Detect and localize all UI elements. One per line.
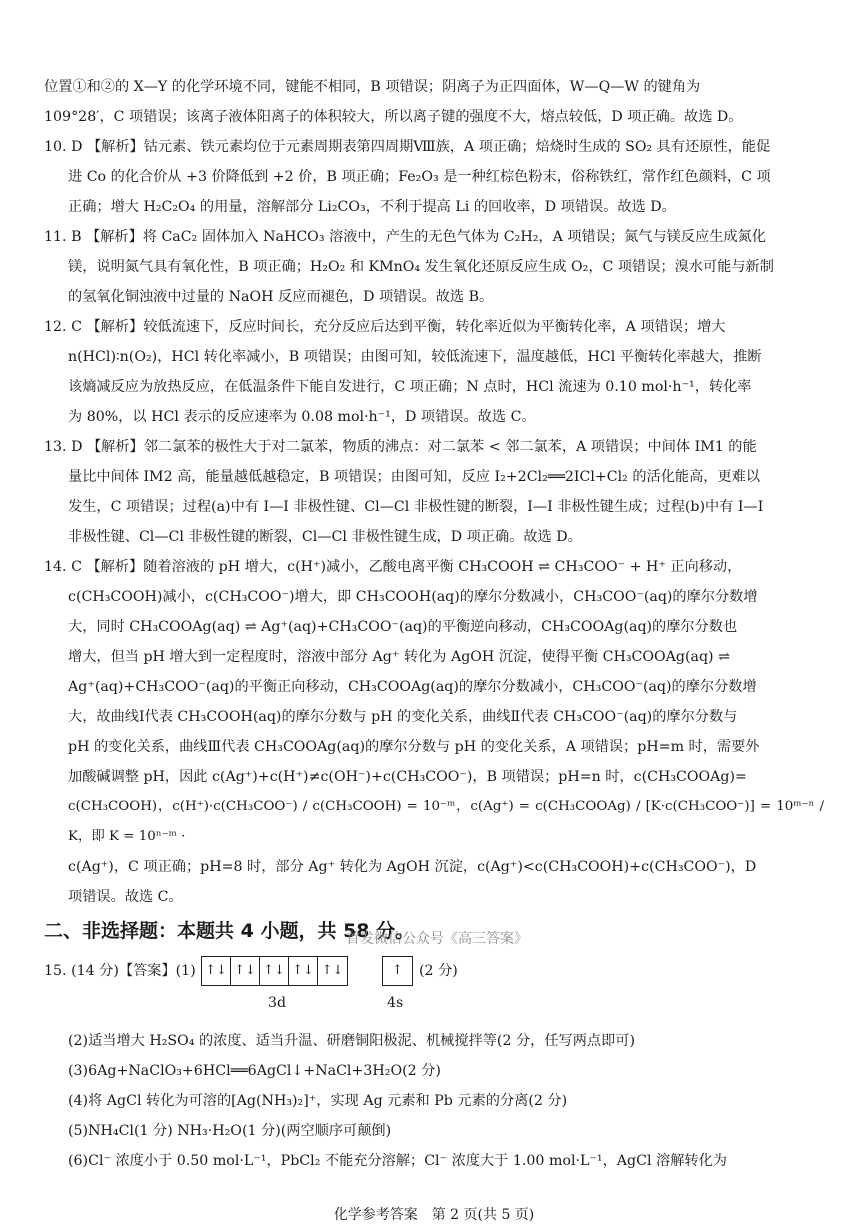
q15-answer-3: (3)6Ag+NaClO₃+6HCl══6AgCl↓+NaCl+3H₂O(2 分) [68,1063,441,1079]
q15-answer-2: (2)适当增大 H₂SO₄ 的浓度、适当升温、研磨铜阳极泥、机械搅拌等(2 分，任写两点即可) [68,1033,636,1049]
q14-line-1: 14. C 【解析】随着溶液的 pH 增大，c(H⁺)减小，乙酸电离平衡 CH₃COOH ⇌ CH₃COO⁻ + H⁺ 正向移动， [44,559,742,575]
q14-line-9: c(CH₃COOH)，c(H⁺)·c(CH₃COO⁻) / c(CH₃COOH) = 10⁻ᵐ，c(Ag⁺) = c(CH₃COOAg) / [K·c(CH₃COO⁻)] = 10ᵐ⁻ⁿ / K，即 K = 10ⁿ⁻ᵐ · [68,799,824,844]
q11-line-1: 11. B 【解析】将 CaC₂ 固体加入 NaHCO₃ 溶液中，产生的无色气体为 C₂H₂，A 项错误；氮气与镁反应生成氮化 [44,229,766,245]
q14-line-3: 大，同时 CH₃COOAg(aq) ⇌ Ag⁺(aq)+CH₃COO⁻(aq)的平衡逆向移动，CH₃COOAg(aq)的摩尔分数也 [68,619,738,635]
orbital-3d-cell: ↑↓ [289,957,318,985]
q15-prefix: 15. (14 分)【答案】(1) [44,963,196,979]
q13-line-1: 13. D 【解析】邻二氯苯的极性大于对二氯苯，物质的沸点：对二氯苯 < 邻二氯苯，A 项错误；中间体 IM1 的能 [44,439,757,455]
q13-line-2: 量比中间体 IM2 高，能量越低越稳定，B 项错误；由图可知，反应 I₂+2Cl₂══2ICl+Cl₂ 的活化能高，更难以 [68,469,761,485]
orbital-4s-cell: ↑ [392,963,403,978]
q15-answer-4: (4)将 AgCl 转化为可溶的[Ag(NH₃)₂]⁺，实现 Ag 元素和 Pb 元素的分离(2 分) [68,1093,568,1109]
q12-line-1: 12. C 【解析】较低流速下，反应时间长，充分反应后达到平衡，转化率近似为平衡转化率，A 项错误；增大 [44,319,726,335]
q14-line-11: 项错误。故选 C。 [68,889,183,905]
q9-line-1: 位置①和②的 X—Y 的化学环境不同，键能不相同，B 项错误；阴离子为正四面体，W—Q—W 的键角为 [44,79,701,95]
q13-line-3: 发生，C 项错误；过程(a)中有 I—I 非极性键、Cl—Cl 非极性键的断裂，I—I 非极性键生成；过程(b)中有 I—I [68,499,764,515]
q15-orbital-answer [44,948,824,1026]
watermark: 首发微信公众号《高三答案》 [346,931,528,947]
q14-line-10: c(Ag⁺)，C 项正确；pH=8 时，部分 Ag⁺ 转化为 AgOH 沉淀，c(Ag⁺)<c(CH₃COOH)+c(CH₃COO⁻)，D [68,859,757,875]
q11-line-3: 的氢氧化铜浊液中过量的 NaOH 反应而褪色，D 项错误。故选 B。 [68,289,494,305]
orbital-3d-cell: ↑↓ [231,957,260,985]
orbital-3d-label: 3d [268,995,287,1011]
orbital-3d-cell: ↑↓ [321,963,344,978]
q14-line-4: 增大，但当 pH 增大到一定程度时，溶液中部分 Ag⁺ 转化为 AgOH 沉淀，使得平衡 CH₃COOAg(aq) ⇌ [68,649,730,665]
q14-line-5: Ag⁺(aq)+CH₃COO⁻(aq)的平衡正向移动，CH₃COOAg(aq)的摩尔分数减小，CH₃COO⁻(aq)的摩尔分数增 [68,679,757,695]
q13-line-4: 非极性键、Cl—Cl 非极性键的断裂，Cl—Cl 非极性键生成，D 项正确。故选 D。 [68,529,582,545]
orbital-3d-box [201,956,348,986]
q14-line-6: 大，故曲线Ⅰ代表 CH₃COOH(aq)的摩尔分数与 pH 的变化关系，曲线Ⅱ代表 CH₃COO⁻(aq)的摩尔分数与 [68,709,738,725]
q15-answer-6: (6)Cl⁻ 浓度小于 0.50 mol·L⁻¹，PbCl₂ 不能充分溶解；Cl⁻ 浓度大于 1.00 mol·L⁻¹，AgCl 溶解转化为 [68,1153,727,1169]
q12-line-4: 为 80%，以 HCl 表示的反应速率为 0.08 mol·h⁻¹，D 项错误。故选 C。 [68,409,536,425]
orbital-3d-cell: ↑↓ [202,957,231,985]
section-2-title: 二、非选择题：本题共 4 小题，共 58 分。 [44,920,415,942]
orbital-4s-box [382,956,413,986]
q12-line-3: 该熵减反应为放热反应，在低温条件下能自发进行，C 项正确；N 点时，HCl 流速为 0.10 mol·h⁻¹，转化率 [68,379,752,395]
q10-line-2: 进 Co 的化合价从 +3 价降低到 +2 价，B 项正确；Fe₂O₃ 是一种红棕色粉末，俗称铁红，常作红色颜料，C 项 [68,169,771,185]
q10-line-3: 正确；增大 H₂C₂O₄ 的用量，溶解部分 Li₂CO₃，不利于提高 Li 的回收率，D 项错误。故选 D。 [68,199,676,215]
q14-line-2: c(CH₃COOH)减小，c(CH₃COO⁻)增大，即 CH₃COOH(aq)的摩尔分数减小，CH₃COO⁻(aq)的摩尔分数增 [68,589,758,605]
page-footer: 化学参考答案 第 2 页(共 5 页) [333,1207,535,1223]
q14-line-7: pH 的变化关系，曲线Ⅲ代表 CH₃COOAg(aq)的摩尔分数与 pH 的变化关系，A 项错误；pH=m 时，需要外 [68,739,760,755]
q12-line-2: n(HCl)∶n(O₂)，HCl 转化率减小，B 项错误；由图可知，较低流速下，温度越低，HCl 平衡转化率越大，推断 [68,349,762,365]
q10-line-1: 10. D 【解析】钴元素、铁元素均位于元素周期表第四周期Ⅷ族，A 项正确；焙烧时生成的 SO₂ 具有还原性，能促 [44,139,771,155]
q14-line-8: 加酸碱调整 pH，因此 c(Ag⁺)+c(H⁺)≠c(OH⁻)+c(CH₃COO⁻)，B 项错误；pH=n 时，c(CH₃COOAg)= [68,769,747,785]
orbital-3d-cell: ↑↓ [260,957,289,985]
orbital-4s-label: 4s [387,995,404,1011]
q9-line-2: 109°28′，C 项错误；该离子液体阳离子的体积较大，所以离子键的强度不大，熔点较低，D 项正确。故选 D。 [44,109,743,125]
q11-line-2: 镁，说明氮气具有氧化性，B 项正确；H₂O₂ 和 KMnO₄ 发生氧化还原反应生成 O₂，C 项错误；溴水可能与新制 [68,259,774,275]
q15-answer-5: (5)NH₄Cl(1 分) NH₃·H₂O(1 分)(两空顺序可颠倒) [68,1123,392,1139]
section-2-heading [44,914,824,948]
q15-score: (2 分) [419,963,458,979]
